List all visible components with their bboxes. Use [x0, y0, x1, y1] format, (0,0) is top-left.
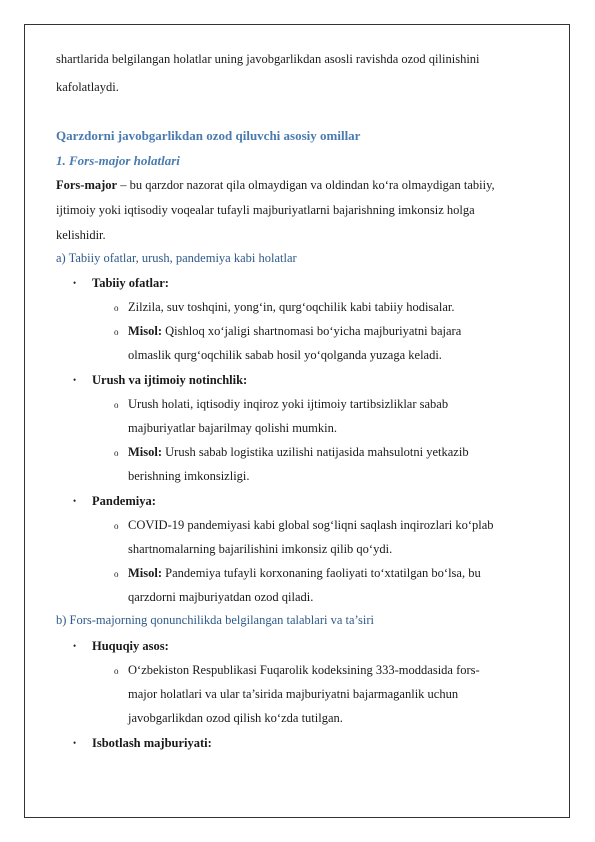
definition-line: Fors-major – bu qarzdor nazorat qila olmaydigan va oldindan ko‘ra olmaydigan tabiiy,	[56, 178, 495, 192]
circle-bullet-icon: o	[114, 521, 119, 531]
sub-item-line: Urush holati, iqtisodiy inqiroz yoki ijtimoiy tartibsizliklar sabab	[128, 397, 449, 411]
sub-item-line: Zilzila, suv toshqini, yong‘in, qurg‘oqchilik kabi tabiiy hodisalar.	[128, 300, 455, 314]
bullet-icon: •	[73, 278, 77, 288]
circle-bullet-icon: o	[114, 569, 119, 579]
sub-item-line: Misol: Urush sabab logistika uzilishi natijasida mahsulotni yetkazib	[128, 445, 469, 459]
section-subheading: 1. Fors-major holatlari	[56, 153, 180, 168]
sub-item-line: COVID-19 pandemiyasi kabi global sog‘liqni saqlash inqirozlari ko‘plab	[128, 518, 494, 532]
circle-bullet-icon: o	[114, 666, 119, 676]
sub-item-line: olmaslik qurg‘oqchilik sabab hosil yo‘qolganda yuzaga keladi.	[128, 348, 442, 362]
intro-line: kafolatlaydi.	[56, 80, 119, 94]
list-item-label: Tabiiy ofatlar:	[92, 276, 169, 290]
bullet-icon: •	[73, 738, 77, 748]
sub-item-line: Misol: Pandemiya tufayli korxonaning faoliyati to‘xtatilgan bo‘lsa, bu	[128, 566, 481, 580]
sub-item-line: major holatlari va ular ta’sirida majburiyatni bajarmaganlik uchun	[128, 687, 459, 701]
sub-item-line: Misol: Qishloq xo‘jaligi shartnomasi bo‘yicha majburiyatni bajara	[128, 324, 462, 338]
bullet-icon: •	[73, 375, 77, 385]
part-b-title: b) Fors-majorning qonunchilikda belgilangan talablari va ta’siri	[56, 613, 374, 627]
bullet-icon: •	[73, 496, 77, 506]
part-a-title: a) Tabiiy ofatlar, urush, pandemiya kabi holatlar	[56, 251, 297, 265]
sub-item-line: qarzdorni majburiyatdan ozod qiladi.	[128, 590, 314, 604]
circle-bullet-icon: o	[114, 400, 119, 410]
circle-bullet-icon: o	[114, 303, 119, 313]
circle-bullet-icon: o	[114, 327, 119, 337]
sub-item-line: O‘zbekiston Respublikasi Fuqarolik kodeksining 333-moddasida fors-	[128, 663, 480, 677]
list-item-label: Pandemiya:	[92, 494, 156, 508]
list-item-label: Urush va ijtimoiy notinchlik:	[92, 373, 248, 387]
list-item-label: Isbotlash majburiyati:	[92, 736, 212, 750]
section-heading: Qarzdorni javobgarlikdan ozod qiluvchi asosiy omillar	[56, 128, 361, 143]
sub-item-line: berishning imkonsizligi.	[128, 469, 250, 483]
list-item-label: Huquqiy asos:	[92, 639, 169, 653]
sub-item-line: majburiyatlar bajarilmay qolishi mumkin.	[128, 421, 337, 435]
intro-line: shartlarida belgilangan holatlar uning javobgarlikdan asosli ravishda ozod qilinishini	[56, 52, 480, 66]
circle-bullet-icon: o	[114, 448, 119, 458]
sub-item-line: shartnomalarning bajarilishini imkonsiz qilib qo‘ydi.	[128, 542, 393, 556]
definition-term: Fors-major	[56, 178, 118, 192]
definition-line: kelishidir.	[56, 228, 106, 242]
bullet-icon: •	[73, 641, 77, 651]
sub-item-line: javobgarlikdan ozod qilish ko‘zda tutilgan.	[128, 711, 343, 725]
definition-line: ijtimoiy yoki iqtisodiy voqealar tufayli majburiyatlarni bajarishning imkonsiz holga	[56, 203, 475, 217]
